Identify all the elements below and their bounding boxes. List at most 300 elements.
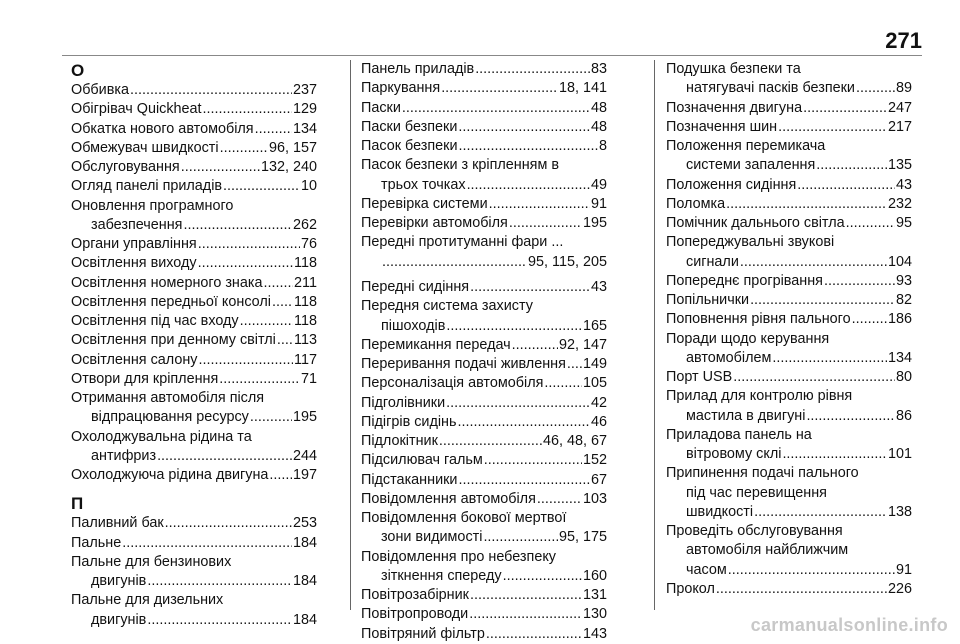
leader-dots — [733, 368, 895, 387]
page-ref: 96, 157 — [268, 139, 317, 156]
page-ref: 138 — [887, 503, 912, 520]
index-entry — [71, 235, 317, 254]
entry-list-p — [71, 514, 317, 630]
entry-term-continuation-text: двигунів — [91, 611, 147, 628]
index-entry — [666, 214, 912, 233]
entry-term-text: Поповнення рівня пального — [666, 311, 851, 328]
leader-dots — [782, 445, 887, 464]
index-entry — [666, 580, 912, 599]
entry-term — [71, 158, 180, 177]
entry-term — [361, 336, 511, 355]
index-entry — [361, 509, 607, 548]
entry-term-text: Оббивка — [71, 82, 129, 98]
entry-term — [361, 471, 457, 490]
page-ref: 80 — [895, 369, 912, 385]
leader-dots — [439, 432, 542, 451]
entry-term — [666, 214, 845, 233]
leader-dots — [458, 471, 590, 490]
leader-dots — [716, 580, 887, 599]
page-ref: 10 — [300, 178, 317, 195]
entry-term-text: Порт USB — [666, 369, 733, 385]
leader-dots — [446, 317, 582, 336]
leader-dots — [484, 451, 582, 470]
page-ref: 135 — [887, 157, 912, 174]
index-column-3 — [666, 60, 912, 599]
entry-term — [361, 297, 607, 336]
page-ref: 8 — [598, 138, 607, 154]
page-ref: 118 — [294, 313, 317, 329]
page-ref: 143 — [582, 625, 607, 642]
index-entry — [361, 79, 607, 98]
leader-dots — [754, 503, 887, 522]
entry-term — [361, 79, 440, 98]
leader-dots — [750, 291, 895, 310]
entry-term-text: Повідомлення бокової мертвої — [361, 510, 567, 526]
entry-term — [666, 99, 802, 118]
entry-term — [361, 214, 508, 233]
page-ref: 117 — [294, 351, 317, 368]
entry-term-continuation-text: швидкості — [686, 503, 754, 520]
entry-term — [361, 374, 543, 393]
entry-term-continuation-text: часом — [686, 561, 727, 578]
entry-term-continuation-text: трьох точках — [381, 176, 466, 193]
leader-dots — [198, 254, 293, 273]
leader-dots — [250, 408, 292, 427]
watermark: carmanualsonline.info — [750, 615, 948, 635]
index-entry — [361, 625, 607, 644]
entry-term — [71, 100, 202, 119]
index-entry — [361, 586, 607, 605]
page-ref: 86 — [895, 407, 912, 424]
page-ref: 95, 175 — [558, 529, 607, 546]
leader-dots — [512, 336, 558, 355]
index-entry — [666, 291, 912, 310]
entry-term-text: Попільнички — [666, 292, 750, 308]
index-entry — [666, 137, 912, 176]
entry-term — [361, 625, 485, 644]
index-entry — [71, 254, 317, 273]
leader-dots — [183, 216, 292, 235]
leader-dots — [165, 514, 292, 533]
leader-dots — [816, 156, 887, 175]
entry-term-text: Перевірки автомобіля — [361, 215, 508, 231]
page-ref: 113 — [294, 332, 317, 349]
leader-dots — [797, 176, 895, 195]
page-ref: 48 — [590, 99, 607, 116]
entry-term — [666, 272, 823, 291]
entry-term-text: Повітропроводи — [361, 606, 469, 623]
entry-term-text: Підголівники — [361, 394, 446, 411]
page-ref: 217 — [887, 118, 912, 135]
index-entry — [71, 351, 317, 370]
entry-term — [71, 177, 222, 196]
page-ref: 134 — [292, 120, 317, 137]
page-ref: 83 — [590, 61, 607, 77]
index-entry — [361, 355, 607, 374]
entry-term — [361, 605, 468, 624]
index-entry — [361, 297, 607, 336]
leader-dots — [470, 278, 590, 297]
index-entry — [71, 370, 317, 389]
index-entry — [71, 389, 317, 428]
page-ref: 197 — [292, 467, 317, 483]
leader-dots — [446, 394, 590, 413]
leader-dots — [567, 355, 582, 374]
entry-term — [71, 197, 317, 236]
index-entry — [361, 432, 607, 451]
entry-term — [71, 254, 197, 273]
index-entry — [361, 118, 607, 137]
entry-term-text: Огляд панелі приладів — [71, 178, 223, 195]
entry-term — [361, 548, 607, 587]
page-ref: 18, 141 — [558, 80, 607, 97]
entry-term — [666, 195, 725, 214]
entry-term — [666, 291, 749, 310]
entry-term-text: Охолоджуюча рідина двигуна — [71, 467, 269, 483]
entry-term-text: Освітлення номерного знака — [71, 274, 263, 291]
entry-term-text: Освітлення під час входу — [71, 313, 239, 329]
entry-term — [71, 274, 263, 293]
entry-term — [361, 195, 488, 214]
leader-dots — [824, 272, 895, 291]
page-ref: 118 — [294, 293, 317, 310]
page-ref: 92, 147 — [558, 336, 607, 353]
index-entry — [361, 451, 607, 470]
page-ref: 195 — [582, 215, 607, 231]
entry-term-continuation — [361, 253, 607, 272]
entry-term — [666, 176, 796, 195]
entry-term — [71, 514, 164, 533]
index-entry — [361, 336, 607, 355]
entry-term — [71, 591, 317, 630]
entry-term-continuation-text: сигнали — [686, 253, 739, 270]
index-entry — [361, 413, 607, 432]
entry-term-continuation — [71, 408, 317, 427]
entry-term — [361, 60, 474, 79]
entry-term-text: Охолоджувальна рідина та — [71, 428, 252, 445]
leader-dots — [130, 81, 292, 100]
index-entry — [71, 534, 317, 553]
leader-dots — [489, 195, 590, 214]
index-entry — [71, 591, 317, 630]
index-entry — [71, 81, 317, 100]
column-divider — [350, 60, 351, 610]
entry-term-continuation — [666, 561, 912, 580]
page-ref: 165 — [582, 317, 607, 334]
entry-term-text: Освітлення виходу — [71, 255, 197, 272]
entry-term-text: Поломка — [666, 195, 726, 212]
entry-term-text: Отвори для кріплення — [71, 370, 219, 387]
page-ref: 91 — [895, 561, 912, 578]
entry-term-continuation — [71, 611, 317, 630]
entry-term-continuation — [361, 528, 607, 547]
leader-dots — [846, 214, 895, 233]
page-ref: 76 — [300, 236, 317, 252]
page-ref: 195 — [292, 409, 317, 426]
entry-term-text: Освітлення при денному світлі — [71, 332, 276, 349]
entry-term-continuation-text: зони видимості — [381, 529, 483, 546]
page-ref: 253 — [292, 515, 317, 532]
entry-term — [71, 466, 268, 485]
page-ref: 237 — [292, 82, 317, 98]
index-entry — [361, 195, 607, 214]
section-letter-o: О — [71, 61, 85, 80]
entry-term-continuation — [666, 445, 912, 464]
entry-term-continuation — [666, 79, 912, 98]
entry-term — [666, 464, 912, 522]
leader-dots — [181, 158, 260, 177]
entry-term-continuation: автомобіля найближчим — [686, 542, 849, 559]
entry-term-continuation — [361, 317, 607, 336]
leader-dots — [458, 118, 590, 137]
leader-dots — [483, 528, 558, 547]
entry-term-continuation-text: антифриз — [91, 447, 157, 464]
entry-term-text: Позначення шин — [666, 118, 778, 135]
index-entry — [666, 118, 912, 137]
leader-dots — [198, 235, 300, 254]
entry-term-text: Паркування — [361, 80, 441, 97]
leader-dots — [475, 60, 590, 79]
entry-term-continuation — [666, 407, 912, 426]
index-entry — [361, 471, 607, 490]
page-ref: 42 — [590, 394, 607, 411]
leader-dots — [486, 625, 582, 644]
entry-term-continuation: під час перевищення — [686, 484, 827, 501]
entry-term-text: Органи управління — [71, 236, 197, 252]
index-entry — [666, 387, 912, 426]
index-entry — [71, 100, 317, 119]
page-ref: 46 — [590, 413, 607, 430]
entry-term-text: Пальне для дизельних — [71, 592, 224, 609]
page-ref: 131 — [582, 587, 607, 603]
entry-term-text: Паски безпеки — [361, 118, 458, 135]
page-ref: 103 — [582, 490, 607, 507]
entry-term-continuation-text: системи запалення — [686, 157, 816, 174]
entry-term — [666, 60, 912, 99]
index-entry — [666, 310, 912, 329]
entry-term — [666, 118, 777, 137]
entry-term-text: Повідомлення автомобіля — [361, 490, 536, 507]
page-ref: 226 — [887, 580, 912, 597]
index-entry — [361, 99, 607, 118]
entry-term-text: Попереджувальні звукові — [666, 234, 835, 251]
header-rule — [62, 55, 922, 56]
entry-term-continuation — [666, 349, 912, 368]
entry-term — [361, 432, 438, 451]
leader-dots — [806, 407, 895, 426]
index-entry — [666, 330, 912, 369]
section-letter-p: П — [71, 494, 84, 514]
leader-dots — [772, 349, 887, 368]
index-entry — [361, 278, 607, 297]
leader-dots — [255, 120, 292, 139]
page-ref: 184 — [292, 534, 317, 551]
index-entry — [666, 195, 912, 214]
entry-term-continuation — [361, 176, 607, 195]
entry-term-continuation-text: забезпечення — [91, 216, 183, 233]
entry-term-text: Перевірка системи — [361, 195, 488, 212]
leader-dots — [469, 605, 582, 624]
page-ref: 95 — [895, 215, 912, 231]
page-ref: 152 — [582, 452, 607, 469]
entry-term — [71, 293, 271, 312]
leader-dots — [382, 253, 527, 272]
page-ref: 71 — [300, 370, 317, 387]
entry-term-text: Прилад для контролю рівня — [666, 388, 853, 405]
index-entry — [71, 466, 317, 485]
entry-term-text: Подушка безпеки та — [666, 61, 801, 77]
index-entry — [666, 60, 912, 99]
entry-term — [361, 233, 607, 278]
leader-dots — [726, 195, 887, 214]
entry-term — [666, 310, 851, 329]
entry-term-text: Панель приладів — [361, 61, 475, 77]
entry-term — [666, 522, 912, 580]
entry-term — [666, 426, 912, 465]
entry-term — [666, 580, 715, 599]
entry-term-continuation-text: пішоходів — [381, 317, 446, 334]
entry-term-text: Приладова панель на — [666, 426, 812, 443]
page-ref: 129 — [292, 101, 317, 118]
entry-term-continuation — [666, 503, 912, 522]
entry-term-text: Положення перемикача — [666, 138, 826, 154]
page-ref: 93 — [895, 272, 912, 289]
entry-term — [666, 368, 732, 387]
entry-term — [361, 278, 469, 297]
index-entry — [71, 139, 317, 158]
index-entry — [666, 176, 912, 195]
entry-term-text: Підстаканники — [361, 471, 458, 488]
index-entry — [361, 60, 607, 79]
entry-term — [361, 394, 445, 413]
page-ref: 104 — [887, 253, 912, 270]
entry-term — [71, 81, 129, 100]
entry-term-text: Обмежувач швидкості — [71, 139, 219, 156]
leader-dots — [203, 100, 292, 119]
entry-term-text: Положення сидіння — [666, 176, 797, 193]
entry-term-text: Прокол — [666, 580, 715, 597]
page-ref: 160 — [582, 567, 607, 584]
entry-term — [666, 233, 912, 272]
page-number: 271 — [885, 28, 922, 53]
index-entry — [71, 293, 317, 312]
page-ref: 186 — [887, 311, 912, 328]
leader-dots — [240, 312, 293, 331]
entry-term — [71, 370, 218, 389]
index-entry — [361, 490, 607, 509]
entry-term-text: Паливний бак — [71, 515, 164, 532]
leader-dots — [470, 586, 582, 605]
page-ref: 211 — [294, 274, 317, 291]
entry-term-continuation — [71, 572, 317, 591]
index-entry — [361, 374, 607, 393]
entry-term-continuation-text: двигунів — [91, 573, 147, 589]
leader-dots — [503, 567, 582, 586]
entry-term-text: Повідомлення про небезпеку — [361, 548, 556, 565]
leader-dots — [803, 99, 887, 118]
page-ref: 262 — [292, 216, 317, 233]
index-column-2 — [361, 60, 607, 644]
index-entry — [666, 272, 912, 291]
entry-term-text: Підсилювач гальм — [361, 452, 483, 469]
entry-term — [361, 586, 469, 605]
page-ref: 48 — [590, 118, 607, 135]
entry-term — [666, 137, 912, 176]
page-ref: 130 — [582, 606, 607, 623]
leader-dots — [458, 413, 590, 432]
leader-dots — [509, 214, 582, 233]
leader-dots — [537, 490, 582, 509]
entry-term-text: Пальне для бензинових — [71, 553, 232, 570]
index-entry — [71, 177, 317, 196]
page-ref: 105 — [582, 375, 607, 392]
index-entry — [666, 464, 912, 522]
leader-dots — [778, 118, 887, 137]
entry-term — [71, 120, 254, 139]
index-entry — [71, 553, 317, 592]
entry-term-continuation — [666, 156, 912, 175]
entry-term — [71, 312, 239, 331]
entry-term — [71, 235, 197, 254]
entry-list-o — [71, 81, 317, 485]
page-ref: 95, 115, 205 — [528, 253, 607, 270]
page-ref: 43 — [895, 176, 912, 193]
entry-term-text: Оновлення програмного — [71, 197, 234, 214]
entry-term — [71, 553, 317, 592]
entry-term-text: Пасок безпеки з кріпленням в — [361, 157, 560, 174]
entry-term-continuation-text: мастила в двигуні — [686, 407, 806, 424]
index-entry — [361, 233, 607, 278]
page-ref: 67 — [590, 471, 607, 488]
entry-term-text: Паски — [361, 99, 401, 116]
entry-term-text: Обігрівач Quickheat — [71, 101, 202, 118]
leader-dots — [157, 447, 292, 466]
index-entry — [71, 120, 317, 139]
entry-term-text: Пальне — [71, 534, 122, 551]
leader-dots — [264, 274, 294, 293]
page-ref: 118 — [294, 255, 317, 272]
index-entry — [361, 137, 607, 156]
page-ref: 91 — [590, 195, 607, 212]
entry-term-text: Отримання автомобіля після — [71, 390, 265, 406]
entry-term — [361, 137, 458, 156]
entry-term-text: Позначення двигуна — [666, 99, 803, 116]
entry-term — [71, 534, 121, 553]
index-entry — [666, 233, 912, 272]
leader-dots — [277, 331, 293, 350]
leader-dots — [147, 611, 292, 630]
index-entry — [361, 394, 607, 413]
entry-term — [71, 331, 276, 350]
entry-term-continuation-text: відпрацювання ресурсу — [91, 409, 249, 426]
entry-term-text: Перемикання передач — [361, 336, 511, 353]
index-entry — [666, 426, 912, 465]
entry-term-continuation-text: натягувачі пасків безпеки — [686, 80, 855, 97]
entry-term-continuation — [71, 447, 317, 466]
entry-list — [361, 60, 607, 644]
entry-term-text: Проведіть обслуговування — [666, 523, 843, 539]
entry-term-text: Освітлення передньої консолі — [71, 293, 271, 310]
entry-term-text: Поради щодо керування — [666, 330, 830, 347]
page-ref: 134 — [887, 349, 912, 366]
page-ref: 46, 48, 67 — [542, 433, 607, 449]
page-ref: 82 — [895, 292, 912, 308]
page-ref: 184 — [292, 611, 317, 628]
entry-term-text: Передня система захисту — [361, 298, 533, 315]
entry-term — [361, 156, 607, 195]
entry-term-continuation-text: зіткнення спереду — [381, 567, 502, 584]
page-ref: 89 — [895, 80, 912, 97]
